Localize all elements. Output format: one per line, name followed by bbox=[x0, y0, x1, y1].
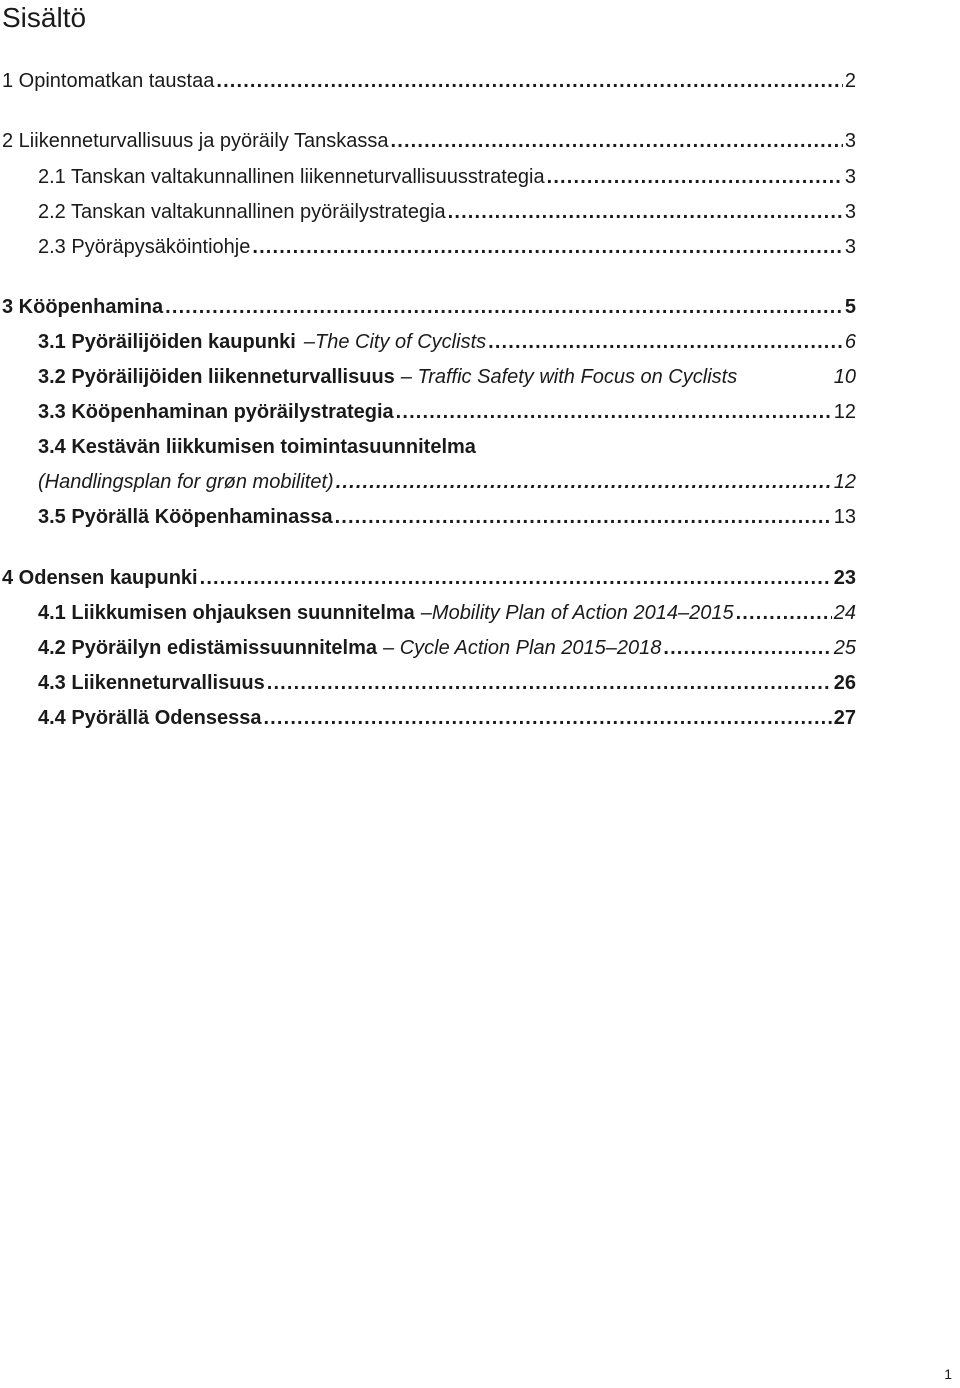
toc-leader-dots bbox=[663, 633, 831, 663]
toc-entry-title: 3.2 Pyöräilijöiden liikenneturvallisuus bbox=[38, 366, 395, 388]
toc-page-number: 10 bbox=[833, 366, 856, 388]
toc-entry-4-1[interactable] bbox=[38, 598, 856, 628]
toc-entry-title: 2.1 Tanskan valtakunnallinen liikenneturvallisuusstrategia bbox=[38, 166, 545, 188]
toc-entry-2-2[interactable] bbox=[38, 197, 856, 227]
toc-entry-title: 3 Kööpenhamina bbox=[2, 296, 164, 318]
toc-page-number: 27 bbox=[833, 707, 856, 729]
toc-page-number: 12 bbox=[833, 401, 856, 423]
toc-entry-4-4[interactable] bbox=[38, 703, 856, 733]
toc-leader-dots bbox=[267, 668, 832, 698]
toc-entry-subtitle: –The City of Cyclists bbox=[303, 331, 487, 353]
toc-entry-title: 3.1 Pyöräilijöiden kaupunki bbox=[38, 331, 296, 353]
toc-leader-dots bbox=[448, 197, 843, 227]
toc-entry-3[interactable] bbox=[2, 292, 856, 322]
toc-page-number: 25 bbox=[833, 637, 856, 659]
toc-entry-3-4[interactable] bbox=[38, 432, 856, 462]
toc-leader-dots bbox=[216, 66, 843, 96]
toc-page-number: 26 bbox=[833, 672, 856, 694]
toc-entry-title: 3.5 Pyörällä Kööpenhaminassa bbox=[38, 506, 333, 528]
toc-entry-3-5[interactable] bbox=[38, 502, 856, 532]
toc-entry-title: 3.4 Kestävän liikkumisen toimintasuunnitelma bbox=[38, 436, 476, 458]
toc-entry-title: 1 Opintomatkan taustaa bbox=[2, 70, 215, 92]
toc-page-number: 2 bbox=[844, 70, 856, 92]
toc-leader-dots bbox=[252, 232, 843, 262]
toc-entry-4-2[interactable] bbox=[38, 633, 856, 663]
toc-page-number: 3 bbox=[844, 166, 856, 188]
toc-page-number: 24 bbox=[833, 602, 856, 624]
toc-entry-4-3[interactable] bbox=[38, 668, 856, 698]
toc-entry-2-1[interactable] bbox=[38, 162, 856, 192]
toc-entry-title: 4.4 Pyörällä Odensessa bbox=[38, 707, 262, 729]
toc-leader-dots bbox=[736, 598, 832, 628]
toc-entry-subtitle: (Handlingsplan for grøn mobilitet) bbox=[38, 471, 334, 493]
toc-leader-dots bbox=[165, 292, 843, 322]
toc-leader-dots bbox=[336, 467, 832, 497]
toc-entry-subtitle: – Traffic Safety with Focus on Cyclists bbox=[400, 366, 738, 388]
toc-entry-2-3[interactable] bbox=[38, 232, 856, 262]
toc-entry-subtitle: – Cycle Action Plan 2015–2018 bbox=[383, 637, 662, 659]
toc-leader-dots bbox=[391, 126, 843, 156]
toc-page-number: 12 bbox=[833, 471, 856, 493]
page-title: Sisältö bbox=[2, 2, 87, 33]
toc-entry-title: 4 Odensen kaupunki bbox=[2, 567, 198, 589]
toc-page-number: 3 bbox=[844, 130, 856, 152]
toc-page-number: 6 bbox=[844, 331, 856, 353]
toc-entry-2[interactable] bbox=[2, 126, 856, 156]
toc-leader-dots bbox=[547, 162, 843, 192]
toc-entry-title: 4.2 Pyöräilyn edistämissuunnitelma bbox=[38, 637, 378, 659]
toc-entry-title: 3.3 Kööpenhaminan pyöräilystrategia bbox=[38, 401, 394, 423]
toc-leader-dots bbox=[200, 563, 832, 593]
toc-leader-dots bbox=[488, 327, 843, 357]
toc-entry-3-1[interactable] bbox=[38, 327, 856, 357]
toc-page-number: 13 bbox=[833, 506, 856, 528]
toc-leader-dots bbox=[396, 397, 832, 427]
toc-entry-subtitle: –Mobility Plan of Action 2014–2015 bbox=[420, 602, 734, 624]
toc-page-number: 5 bbox=[844, 296, 856, 318]
toc-entry-3-4-subtitle[interactable] bbox=[38, 467, 856, 497]
toc-entry-title: 4.3 Liikenneturvallisuus bbox=[38, 672, 265, 694]
toc-page-number: 3 bbox=[844, 236, 856, 258]
page-number: 1 bbox=[944, 1366, 952, 1382]
toc-page-number: 3 bbox=[844, 201, 856, 223]
toc-entry-title: 2 Liikenneturvallisuus ja pyöräily Tanskassa bbox=[2, 130, 389, 152]
toc-leader-dots bbox=[335, 502, 832, 532]
toc-page-number: 23 bbox=[833, 567, 856, 589]
toc-entry-title: 2.2 Tanskan valtakunnallinen pyöräilystrategia bbox=[38, 201, 446, 223]
toc-entry-title: 4.1 Liikkumisen ohjauksen suunnitelma bbox=[38, 602, 415, 624]
toc-leader-dots bbox=[263, 703, 831, 733]
toc-entry-title: 2.3 Pyöräpysäköintiohje bbox=[38, 236, 251, 258]
toc-entry-3-3[interactable] bbox=[38, 397, 856, 427]
toc-entry-4[interactable] bbox=[2, 563, 856, 593]
toc-entry-1[interactable] bbox=[2, 66, 856, 96]
toc-entry-3-2[interactable] bbox=[38, 362, 856, 392]
